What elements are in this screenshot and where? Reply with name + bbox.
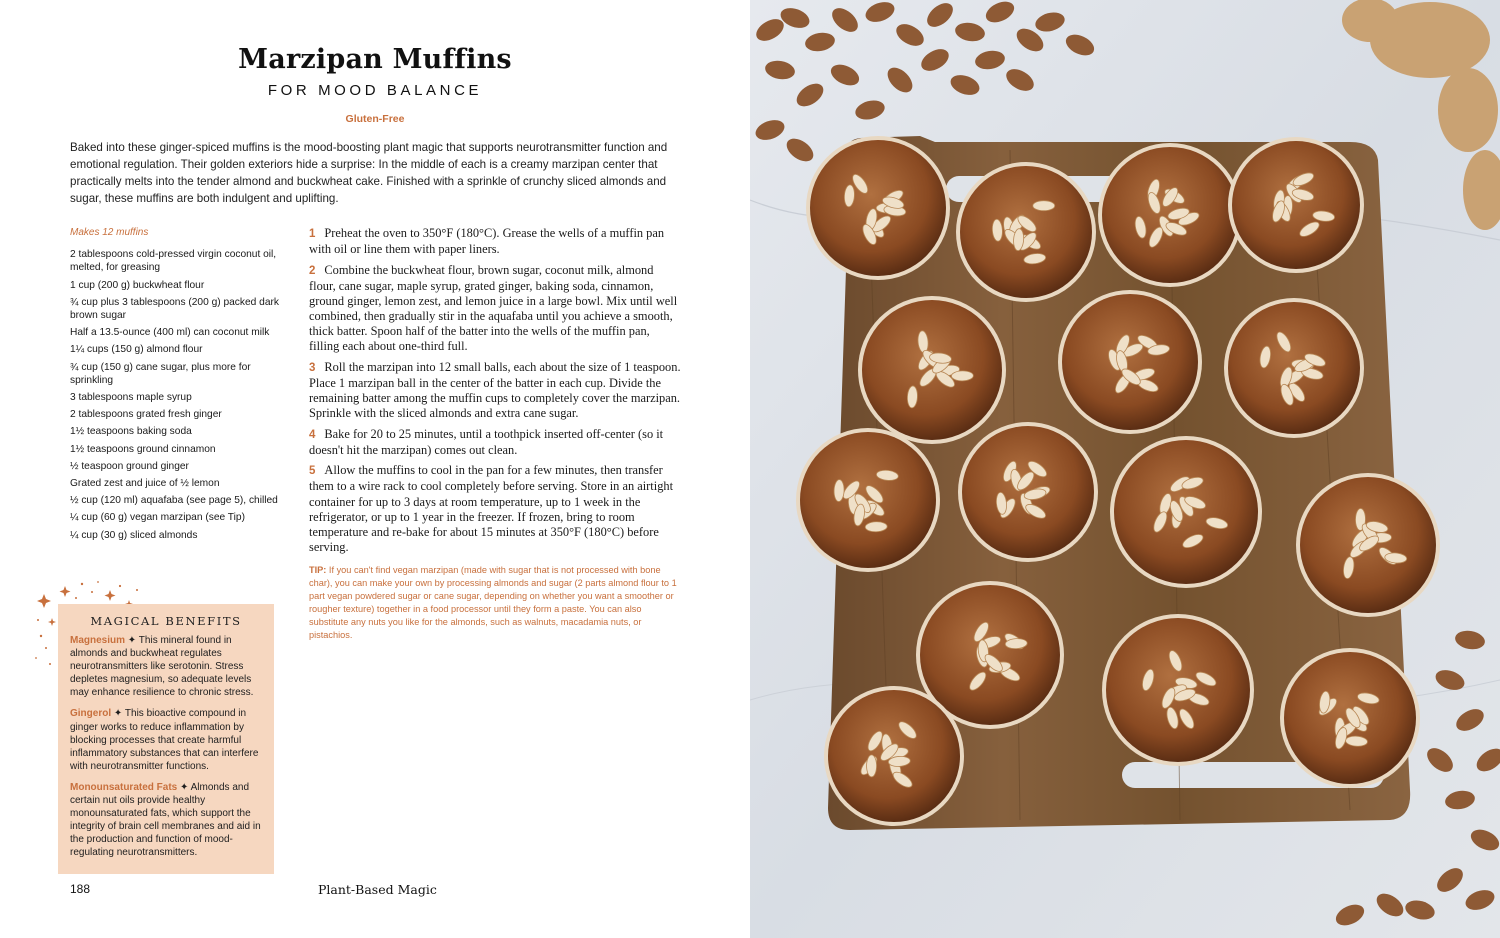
tip-text: If you can't find vegan marzipan (made with sugar that is not processed with bone char), you can make your own by processing almonds and sugar (2 parts almond flour to 1 part vegan powdered sugar or cane sugar, depending on whether you want a smoother or rougher texture) together in a food processor until they form a paste. You can also substitute any nuts you like for the almonds, such as walnuts, macadamia nuts, or pistachios.: [309, 565, 677, 641]
ingredients-list: [70, 226, 280, 546]
benefit-name: Magnesium: [70, 635, 126, 646]
ingredient-item: 1¼ cups (150 g) almond flour: [70, 344, 203, 356]
step-text: Roll the marzipan into 12 small balls, each about the size of 1 teaspoon. Place 1 marzipan ball in the center of the batter in each cup. Divide the remaining batter among the muffin cups to completely cover the marzipan. Sprinkle with the sliced almonds and extra cane sugar.: [309, 359, 681, 421]
ingredient-item: 1 cup (200 g) buckwheat flour: [70, 279, 205, 291]
muffin: [1098, 143, 1242, 287]
step-item: [309, 226, 681, 257]
ingredient-item: 2 tablespoons grated fresh ginger: [70, 409, 222, 421]
step-text: Bake for 20 to 25 minutes, until a toothpick inserted off-center (so it doesn't hit the marzipan) comes out clean.: [309, 426, 664, 457]
benefit-separator: ✦: [113, 708, 123, 720]
step-number: 3: [309, 361, 316, 374]
muffin: [824, 686, 964, 826]
ingredient-item: 3 tablespoons maple syrup: [70, 392, 192, 404]
recipe-subtitle: FOR MOOD BALANCE: [267, 82, 483, 99]
recipe-photo: [750, 0, 1500, 938]
ingredient-item: 1½ teaspoons ground cinnamon: [70, 443, 216, 455]
tip-note: [309, 564, 681, 643]
ingredient-item: 1½ teaspoons baking soda: [70, 426, 192, 438]
muffin: [956, 162, 1096, 302]
diet-tag: Gluten-Free: [345, 113, 405, 125]
ingredient-item: ¾ cup plus 3 tablespoons (200 g) packed dark brown sugar: [70, 296, 279, 322]
muffin: [1110, 436, 1262, 588]
muffin: [858, 296, 1006, 444]
running-title: Plant-Based Magic: [318, 882, 437, 897]
step-number: 5: [309, 465, 316, 478]
step-item: [309, 263, 681, 355]
benefit-item: [70, 707, 262, 772]
muffins-photo: [750, 0, 1500, 938]
muffin: [1102, 614, 1254, 766]
step-number: 1: [309, 228, 316, 240]
benefit-separator: ✦: [180, 781, 189, 793]
ingredient-item: ½ cup (120 ml) aquafaba (see page 5), chilled: [70, 495, 278, 507]
muffin: [1228, 137, 1364, 273]
step-item: [309, 427, 681, 458]
benefit-separator: ✦: [127, 635, 137, 646]
step-text: Allow the muffins to cool in the pan for a few minutes, then transfer them to a wire rack to cool completely before serving. Store in an airtight container for up to 3 days at room temperature, up to 1 week in the refrigerator, or up to 1 year in the freezer. If frozen, bring to room temperature and re-bake for about 15 minutes at 350°F (180°C) before serving.: [309, 463, 674, 554]
step-text: Combine the buckwheat flour, brown sugar, coconut milk, almond flour, cane sugar, maple syrup, grated ginger, baking soda, cinnamon, ground ginger, lemon zest, and lemon juice in a large bowl. Mix until well combined, then gradually stir in the aquafaba until you achieve a smooth, thick batter. Spoon half of the batter into the wells of the muffin pan, filling each about one-third full.: [309, 262, 678, 354]
ingredient-item: ½ teaspoon ground ginger: [70, 460, 189, 472]
benefits-title: MAGICAL BENEFITS: [90, 614, 242, 628]
muffin: [806, 136, 950, 280]
benefit-item: [70, 781, 262, 860]
muffin: [796, 428, 940, 572]
step-item: [309, 360, 681, 421]
tip-label: TIP:: [309, 565, 327, 575]
recipe-intro: Baked into these ginger-spiced muffins is the mood-boosting plant magic that supports neurotransmitter function and emotional regulation. Their golden exteriors hide a surprise: In the middle of each is a creamy marzipan center that practically melts into the tender almond and buckwheat cake. Finished with a sprinkle of crunchy sliced almonds and sugar, these muffins are both indulgent and uplifting.: [70, 141, 668, 205]
ingredient-item: Grated zest and juice of ½ lemon: [70, 478, 220, 490]
ingredient-item: Half a 13.5-ounce (400 ml) can coconut milk: [70, 327, 270, 339]
benefit-name: Monounsaturated Fats: [70, 781, 178, 793]
ingredient-item: 2 tablespoons cold-pressed virgin coconut oil, melted, for greasing: [70, 249, 277, 274]
step-number: 2: [309, 264, 316, 277]
ingredient-item: ¼ cup (30 g) sliced almonds: [70, 529, 198, 541]
benefit-name: Gingerol: [70, 708, 112, 720]
benefit-text: This bioactive compound in ginger works to reduce inflammation by blocking processes that create harmful inflammatory substances that can interfere with neurotransmitter functions.: [70, 708, 259, 772]
muffins: [796, 136, 1440, 826]
muffin: [958, 422, 1098, 562]
page-number: 188: [70, 882, 91, 896]
muffin: [1058, 290, 1202, 434]
step-item: [309, 463, 681, 555]
benefit-text: Almonds and certain nut oils provide healthy monounsaturated fats, which support the integrity of brain cell membranes and aid in the production and function of mood-regulating neurotransmitters.: [70, 781, 261, 859]
yield-text: Makes 12 muffins: [70, 227, 149, 238]
recipe-title: Marzipan Muffins: [238, 44, 512, 75]
muffin: [1280, 648, 1420, 788]
muffin: [1296, 473, 1440, 617]
method-steps: [309, 226, 681, 560]
benefit-item: [70, 634, 262, 699]
ingredient-item: ¾ cup (150 g) cane sugar, plus more for sprinkling: [70, 361, 251, 386]
ingredient-item: ¼ cup (60 g) vegan marzipan (see Tip): [70, 512, 245, 524]
muffin: [1224, 298, 1364, 438]
step-number: 4: [309, 428, 316, 441]
magical-benefits-box: [58, 604, 274, 874]
benefit-text: This mineral found in almonds and buckwheat regulates neurotransmitters like serotonin. Stress depletes magnesium, so adequate levels may enhance resilience to chronic stress.: [70, 635, 254, 699]
step-text: Preheat the oven to 350°F (180°C). Grease the wells of a muffin pan with oil or line them with paper liners.: [309, 226, 665, 257]
